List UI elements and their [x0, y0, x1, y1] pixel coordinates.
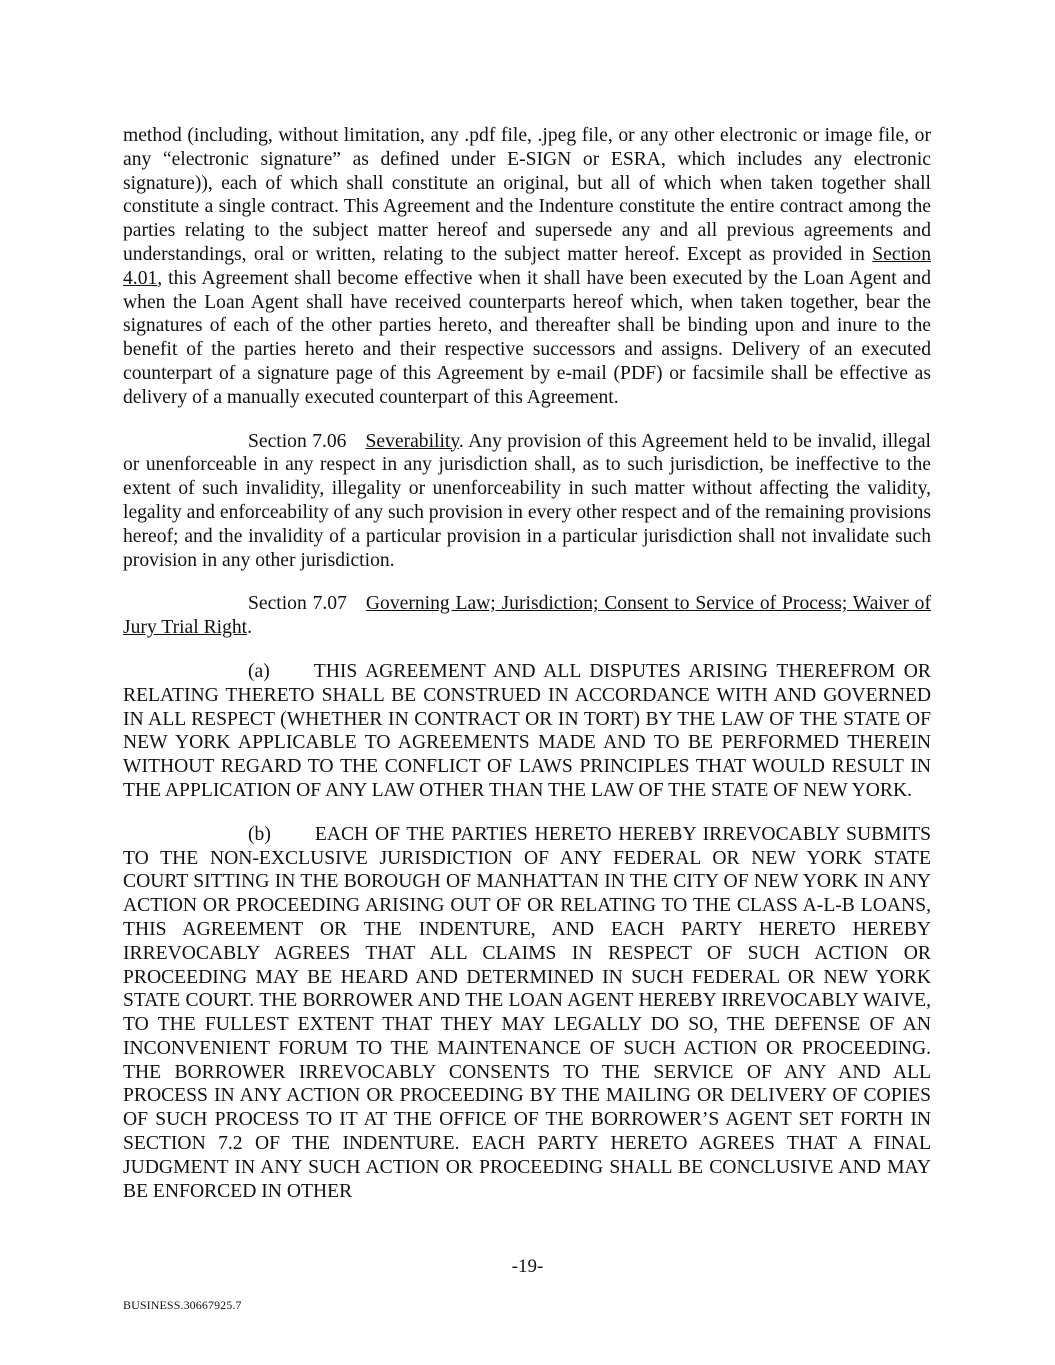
clause-b-paragraph	[123, 823, 931, 1204]
carryover-text-before-ref: method (including, without limitation, any .pdf file, .jpeg file, or any other electronic or image file, or any “electronic signature” as defined under E-SIGN or ESRA, which includes any electronic signature)), each of which shall constitute an original, but all of which when taken together shall constitute a single contract. This Agreement and the Indenture constitute the entire contract among the parties relating to the subject matter hereof and supersede any and all previous agreements and understandings, oral or written, relating to the subject matter hereof. Except as provided in	[123, 125, 931, 265]
page-number: -19-	[511, 1256, 544, 1277]
document-body	[123, 124, 931, 1203]
clause-label: (b)	[248, 823, 271, 845]
carryover-text-after-ref: , this Agreement shall become effective when it shall have been executed by the Loan Agent and when the Loan Agent shall have received counterparts hereof which, when taken together, bear the signatures of each of the other parties hereto, and thereafter shall be binding upon and inure to the benefit of the parties hereto and their respective successors and assigns. Delivery of an executed counterpart of a signature page of this Agreement by e-mail (PDF) or facsimile shall be effective as delivery of a manually executed counterpart of this Agreement.	[123, 267, 931, 408]
clause-label: (a)	[248, 660, 270, 682]
carryover-paragraph	[123, 124, 931, 410]
clause-text: EACH OF THE PARTIES HERETO HEREBY IRREVOCABLY SUBMITS TO THE NON-EXCLUSIVE JURISDICTION OF ANY FEDERAL OR NEW YORK STATE COURT SITTING IN THE BOROUGH OF MANHATTAN IN THE CITY OF NEW YORK IN ANY ACTION OR PROCEEDING ARISING OUT OF OR RELATING TO THE CLASS A-L-B LOANS, THIS AGREEMENT OR THE INDENTURE, AND EACH PARTY HERETO HEREBY IRREVOCABLY AGREES THAT ALL CLAIMS IN RESPECT OF SUCH ACTION OR PROCEEDING MAY BE HEARD AND DETERMINED IN SUCH FEDERAL OR NEW YORK STATE COURT. THE BORROWER AND THE LOAN AGENT HEREBY IRREVOCABLY WAIVE, TO THE FULLEST EXTENT THAT THEY MAY LEGALLY DO SO, THE DEFENSE OF AN INCONVENIENT FORUM TO THE MAINTENANCE OF SUCH ACTION OR PROCEEDING. THE BORROWER IRREVOCABLY CONSENTS TO THE SERVICE OF ANY AND ALL PROCESS IN ANY ACTION OR PROCEEDING BY THE MAILING OR DELIVERY OF COPIES OF SUCH PROCESS TO IT AT THE OFFICE OF THE BORROWER’S AGENT SET FORTH IN SECTION 7.2 OF THE INDENTURE. EACH PARTY HERETO AGREES THAT A FINAL JUDGMENT IN ANY SUCH ACTION OR PROCEEDING SHALL BE CONCLUSIVE AND MAY BE ENFORCED IN OTHER	[123, 823, 931, 1202]
section-7-07-heading	[123, 592, 931, 640]
section-cross-reference: Section 4.01	[123, 243, 931, 289]
clause-a-paragraph	[123, 660, 931, 803]
section-7-06-paragraph	[123, 430, 931, 573]
document-id: BUSINESS.30667925.7	[123, 1298, 242, 1312]
section-title: Severability	[365, 430, 459, 452]
clause-text: THIS AGREEMENT AND ALL DISPUTES ARISING THEREFROM OR RELATING THERETO SHALL BE CONSTRUED IN ACCORDANCE WITH AND GOVERNED IN ALL RESPECT (WHETHER IN CONTRACT OR IN TORT) BY THE LAW OF THE STATE OF NEW YORK APPLICABLE TO AGREEMENTS MADE AND TO BE PERFORMED THEREIN WITHOUT REGARD TO THE CONFLICT OF LAWS PRINCIPLES THAT WOULD RESULT IN THE APPLICATION OF ANY LAW OTHER THAN THE LAW OF THE STATE OF NEW YORK.	[123, 660, 931, 801]
section-title: Governing Law; Jurisdiction; Consent to Service of Process; Waiver of Jury Trial Right	[123, 593, 931, 639]
section-number: Section 7.07	[248, 593, 347, 615]
section-body: . Any provision of this Agreement held to be invalid, illegal or unenforceable in any respect in any jurisdiction shall, as to such jurisdiction, be ineffective to the extent of such invalidity, illegality or unenforceability in such matter without affecting the validity, legality and enforceability of any such provision in every other respect and of the remaining provisions hereof; and the invalidity of a particular provision in a particular jurisdiction shall not invalidate such provision in any other jurisdiction.	[123, 430, 932, 571]
section-number: Section 7.06	[248, 430, 347, 452]
section-title-end: .	[247, 617, 253, 639]
